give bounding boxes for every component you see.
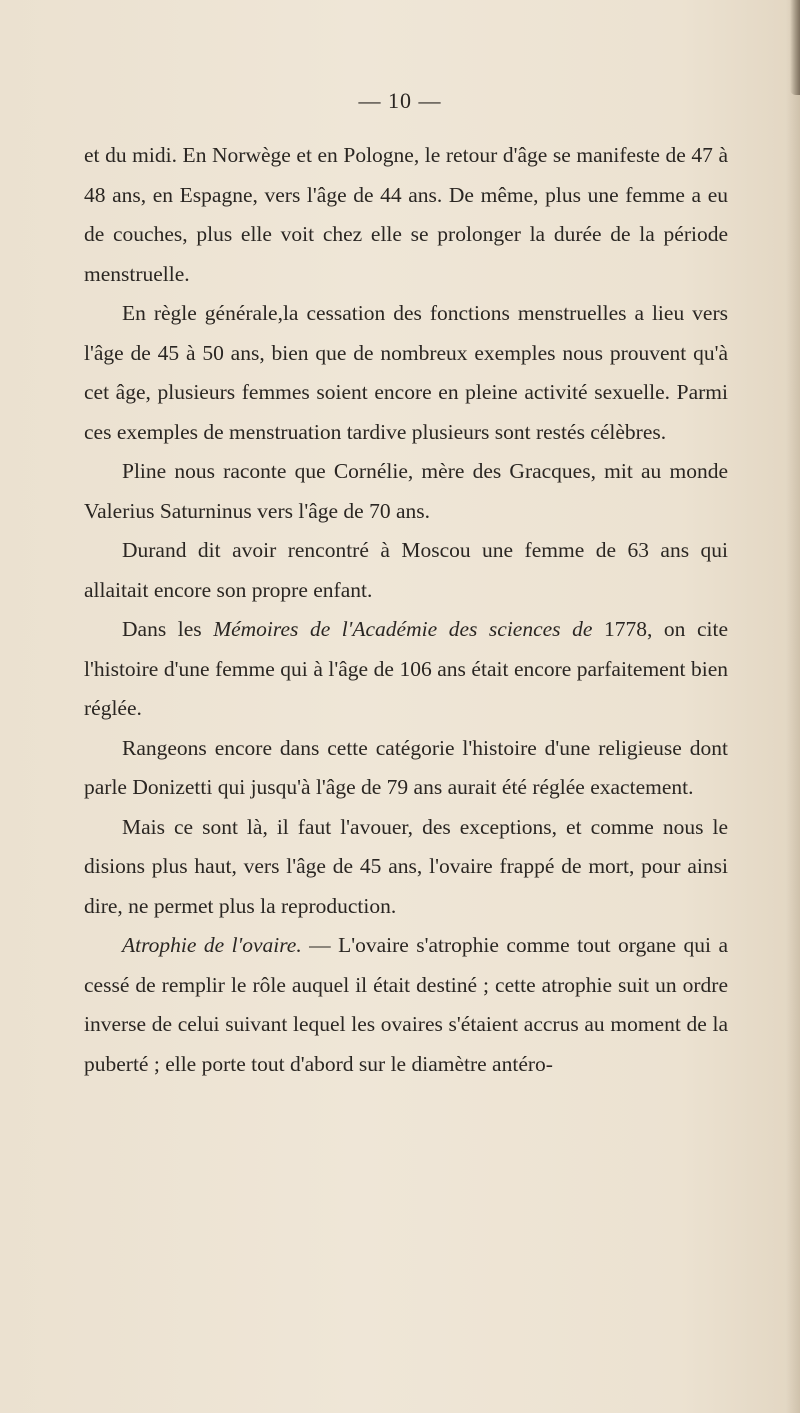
page-edge-shadow <box>786 0 800 1413</box>
paragraph-5 <box>84 610 728 729</box>
paragraph-4: Durand dit avoir rencontré à Moscou une femme de 63 ans qui allaitait encore son propre enfant. <box>84 538 728 602</box>
paragraph-1: et du midi. En Norwège et en Pologne, le retour d'âge se manifeste de 47 à 48 ans, en Espagne, vers l'âge de 44 ans. De même, plus une femme a eu de couches, plus elle voit chez elle se prolonger la durée de la période menstruelle. <box>84 143 728 286</box>
page-number: — 10 — <box>358 88 442 113</box>
page-corner-damage <box>790 0 800 95</box>
paragraph-6: Rangeons encore dans cette catégorie l'histoire d'une religieuse dont parle Donizetti qui jusqu'à l'âge de 79 ans aurait été réglée exactement. <box>84 735 728 799</box>
paragraph-8-rest: — L'ovaire s'atrophie comme tout organe qui a cessé de remplir le rôle auquel il était destiné ; cette atrophie suit un ordre inverse de celui suivant lequel les ovaires s'étaient accrus au moment de la puberté ; elle porte tout d'abord sur le diamètre antéro- <box>84 933 729 1076</box>
section-heading-atrophie: Atrophie de l'ovaire. <box>122 933 302 957</box>
paragraph-2: En règle générale,la cessation des fonctions menstruelles a lieu vers l'âge de 45 à 50 ans, bien que de nombreux exemples nous prouvent qu'à cet âge, plusieurs femmes soient encore en pleine activité sexuelle. Parmi ces exemples de menstruation tardive plusieurs sont restés célèbres. <box>84 301 728 444</box>
paragraph-3: Pline nous raconte que Cornélie, mère des Gracques, mit au monde Valerius Saturninus vers l'âge de 70 ans. <box>84 459 728 523</box>
paragraph-5-rest: 1778, on cite l'histoire d'une femme qui à l'âge de 106 ans était encore parfaitement bien réglée. <box>84 617 728 720</box>
memoires-title: Mémoires de l'Académie des sciences de <box>213 617 593 641</box>
paragraph-7: Mais ce sont là, il faut l'avouer, des exceptions, et comme nous le disions plus haut, vers l'âge de 45 ans, l'ovaire frappé de mort, pour ainsi dire, ne permet plus la reproduction. <box>84 814 728 918</box>
paragraph-5-lead: Dans les <box>122 617 214 641</box>
paragraph-8 <box>84 926 728 1084</box>
body-text <box>84 136 728 1084</box>
